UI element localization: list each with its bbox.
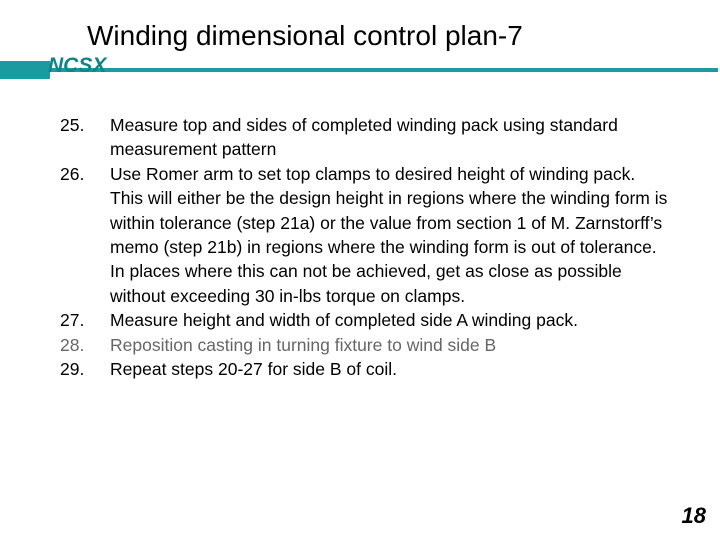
accent-bar — [0, 61, 50, 79]
step-text: Measure height and width of completed side A winding pack. — [110, 310, 578, 331]
step-29 — [60, 357, 670, 381]
ncsx-logo: NCSX — [48, 54, 107, 77]
step-text: Repeat steps 20-27 for side B of coil. — [110, 359, 397, 380]
step-number: 25. — [60, 115, 85, 135]
step-text: Use Romer arm to set top clamps to desired height of winding pack. This will either be the design height in regions where the winding form is within tolerance (step 21a) or the value from section 1 of M. Zarnstorff’s memo (step 21b) in regions where the winding form is out of tolerance. In places where this can not be achieved, get as close as possible without exceeding 30 in-lbs torque on clamps. — [110, 163, 668, 306]
step-number: 28. — [60, 334, 85, 355]
slide-title: Winding dimensional control plan-7 — [87, 20, 523, 51]
step-25 — [60, 113, 670, 162]
step-number: 29. — [60, 359, 85, 380]
step-text: Reposition casting in turning fixture to wind side B — [110, 334, 497, 355]
step-number: 26. — [60, 163, 85, 184]
step-26 — [60, 162, 670, 308]
step-27 — [60, 308, 670, 332]
procedure-steps — [60, 113, 670, 381]
step-number: 27. — [60, 310, 85, 331]
title-underline — [50, 68, 718, 72]
step-text: Measure top and sides of completed winding pack using standard measurement pattern — [110, 115, 618, 160]
page-number: 18 — [681, 503, 706, 528]
step-28 — [60, 333, 670, 357]
